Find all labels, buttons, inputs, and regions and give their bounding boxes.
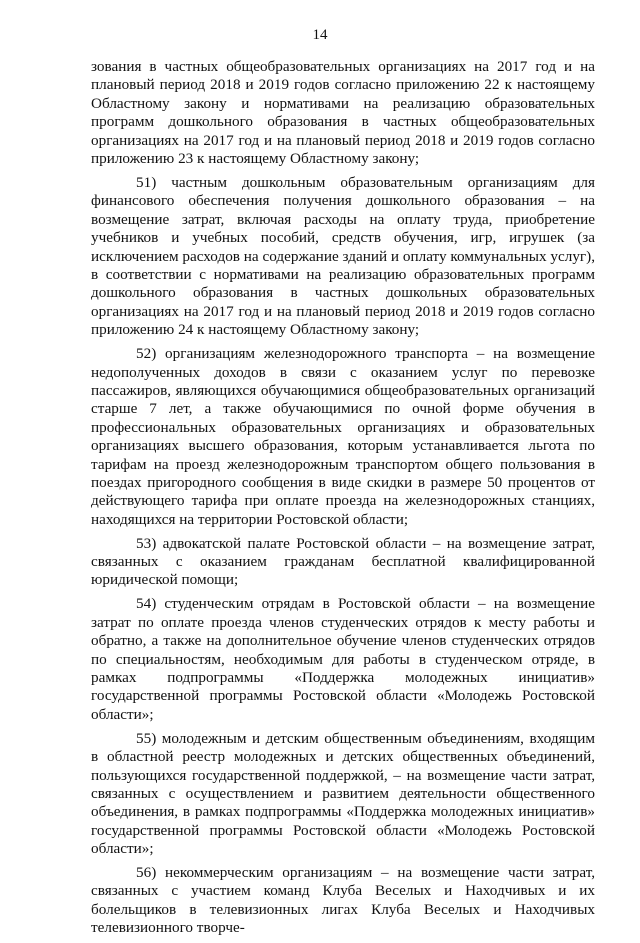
paragraph-item-56: 56) некоммерческим организациям – на возмещение части затрат, связанных с участием команд Клуба Веселых и Находчивых и их болельщиков в телевизионных лигах Клуба Веселых и Находчивых телевизионного творче- xyxy=(91,864,595,937)
page-number: 14 xyxy=(312,27,328,43)
paragraph-item-55: 55) молодежным и детским общественным объединениям, входящим в областной реестр молодежных и детских общественных объединений, пользующихся государственной поддержкой, – на возмещение части затрат, связанных с осуществлением и развитием деятельности общественного объединения, в рамках подпрограммы «Поддержка молодежных инициатив» государственной программы Ростовской области «Молодежь Ростовской области»; xyxy=(91,729,595,858)
paragraph-item-53: 53) адвокатской палате Ростовской области – на возмещение затрат, связанных с оказанием гражданам бесплатной квалифицированной юридической помощи; xyxy=(91,534,595,589)
paragraph-item-52: 52) организациям железнодорожного транспорта – на возмещение недополученных доходов в связи с оказанием услуг по перевозке пассажиров, являющихся обучающимися общеобразовательных организаций старше 7 лет, а также обучающимися по очной форме обучения в профессиональных образовательных организациях и образовательных организациях высшего образования, которым устанавливается льгота по тарифам на проезд железнодорожным транспортом общего пользования в поездах пригородного сообщения в виде скидки в размере 50 процентов от действующего тарифа при оплате проезда на железнодорожных станциях, находящихся на территории Ростовской области; xyxy=(91,345,595,528)
document-body xyxy=(91,58,595,943)
paragraph-continuation: зования в частных общеобразовательных организациях на 2017 год и на плановый период 2018 и 2019 годов согласно приложению 22 к настоящему Областному закону и нормативами на реализацию образовательных программ дошкольного образования в частных общеобразовательных организациях на 2017 год и на плановый период 2018 и 2019 годов согласно приложению 23 к настоящему Областному закону; xyxy=(91,58,595,168)
paragraph-item-51: 51) частным дошкольным образовательным организациям для финансового обеспечения получения дошкольного образования – на возмещение затрат, включая расходы на оплату труда, приобретение учебников и учебных пособий, средств обучения, игр, игрушек (за исключением расходов на содержание зданий и оплату коммунальных услуг), в соответствии с нормативами на реализацию образовательных программ дошкольного образования в частных дошкольных образовательных организациях на 2017 год и на плановый период 2018 и 2019 годов согласно приложению 24 к настоящему Областному закону; xyxy=(91,173,595,339)
paragraph-item-54: 54) студенческим отрядам в Ростовской области – на возмещение затрат по оплате проезда членов студенческих отрядов к месту работы и обратно, а также на дополнительное обучение членов студенческих отрядов по специальностям, необходимым для работы в студенческом отряде, в рамках подпрограммы «Поддержка молодежных инициатив» государственной программы Ростовской области «Молодежь Ростовской области»; xyxy=(91,595,595,723)
